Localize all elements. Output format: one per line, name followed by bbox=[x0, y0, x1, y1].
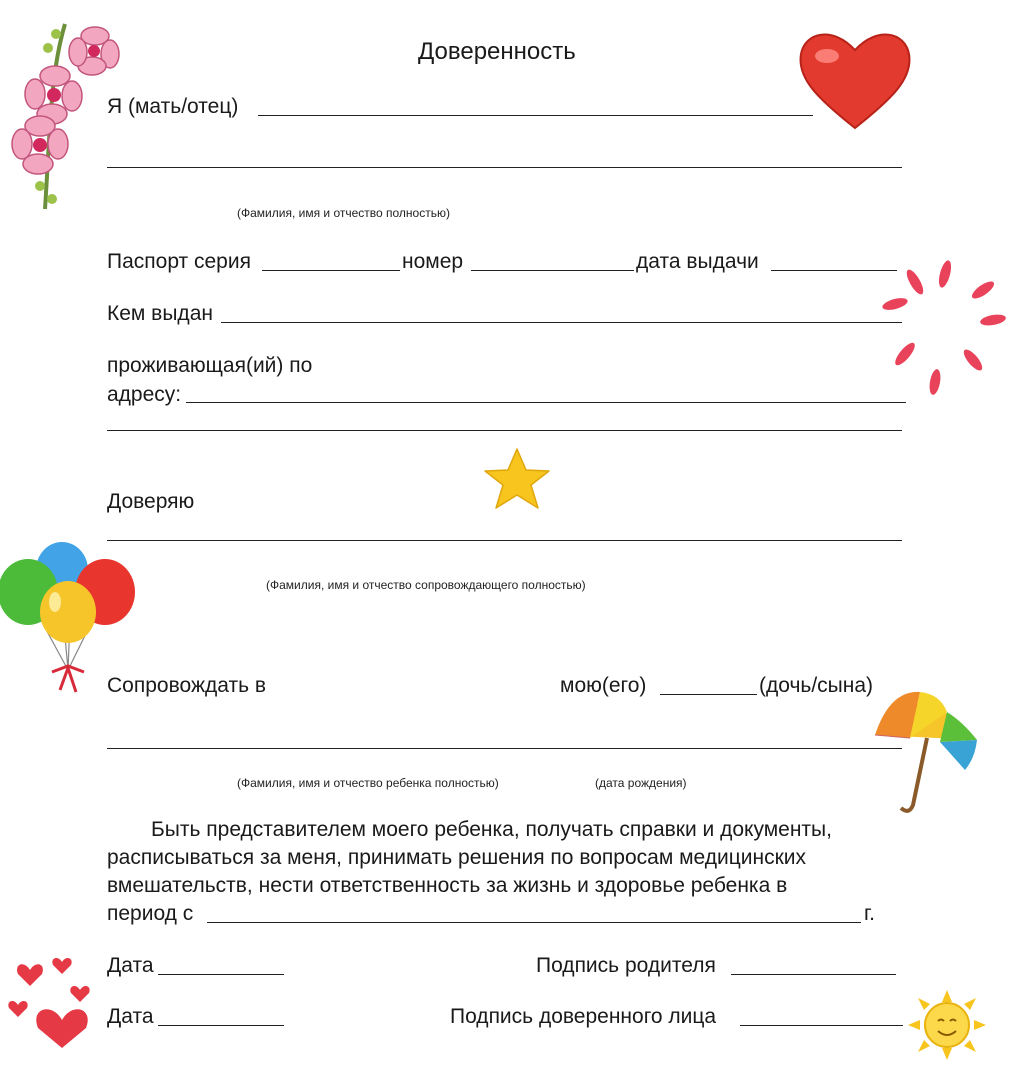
label-date-1: Дата bbox=[107, 954, 154, 977]
firework-burst-icon bbox=[875, 262, 1005, 402]
field-escort-name[interactable] bbox=[107, 540, 902, 541]
field-period[interactable] bbox=[207, 922, 861, 923]
label-year-suffix: г. bbox=[864, 902, 875, 925]
caption-child-name: (Фамилия, имя и отчество ребенка полностью) bbox=[237, 776, 499, 790]
field-address[interactable] bbox=[186, 402, 906, 403]
label-daughter-son: (дочь/сына) bbox=[759, 674, 874, 697]
paragraph-line-2: расписываться за меня, принимать решения по вопросам медицинских bbox=[107, 846, 807, 869]
field-child-name[interactable] bbox=[107, 748, 902, 749]
label-passport-number: номер bbox=[402, 250, 464, 273]
paragraph-line-4: период с bbox=[107, 902, 194, 925]
field-address-line2[interactable] bbox=[107, 430, 902, 431]
field-date-1[interactable] bbox=[158, 974, 284, 975]
field-trustee-signature[interactable] bbox=[740, 1025, 903, 1026]
label-me-parent: Я (мать/отец) bbox=[107, 95, 239, 118]
field-passport-date[interactable] bbox=[771, 270, 897, 271]
field-child-relation[interactable] bbox=[660, 694, 757, 695]
hearts-cluster-icon bbox=[0, 950, 110, 1050]
document-title: Доверенность bbox=[418, 38, 576, 65]
label-passport-date: дата выдачи bbox=[636, 250, 759, 273]
caption-escort-name: (Фамилия, имя и отчество сопровождающего полностью) bbox=[266, 578, 586, 592]
label-date-2: Дата bbox=[107, 1005, 154, 1028]
field-passport-number[interactable] bbox=[471, 270, 634, 271]
caption-parent-name: (Фамилия, имя и отчество полностью) bbox=[237, 206, 450, 220]
field-date-2[interactable] bbox=[158, 1025, 284, 1026]
umbrella-icon bbox=[865, 680, 985, 820]
label-escort-to: Сопровождать в bbox=[107, 674, 267, 697]
field-parent-name-line2[interactable] bbox=[107, 167, 902, 168]
caption-birth-date: (дата рождения) bbox=[595, 776, 687, 790]
field-issued-by[interactable] bbox=[221, 322, 902, 323]
paragraph-line-3: вмешательств, нести ответственность за жизнь и здоровье ребенка в bbox=[107, 874, 788, 897]
field-passport-series[interactable] bbox=[262, 270, 400, 271]
label-trustee-signature: Подпись доверенного лица bbox=[450, 1005, 717, 1028]
star-icon bbox=[483, 447, 551, 511]
field-parent-name[interactable] bbox=[258, 115, 813, 116]
paragraph-line-1: Быть представителем моего ребенка, получать справки и документы, bbox=[151, 818, 832, 841]
label-residing: проживающая(ий) по bbox=[107, 354, 313, 377]
label-address: адресу: bbox=[107, 383, 182, 406]
label-parent-signature: Подпись родителя bbox=[536, 954, 716, 977]
field-parent-signature[interactable] bbox=[731, 974, 896, 975]
heart-icon bbox=[797, 28, 913, 132]
label-trust: Доверяю bbox=[107, 490, 195, 513]
label-issued-by: Кем выдан bbox=[107, 302, 213, 325]
label-passport-series: Паспорт серия bbox=[107, 250, 251, 273]
label-my-child: мою(его) bbox=[560, 674, 647, 697]
sun-icon bbox=[908, 990, 986, 1060]
